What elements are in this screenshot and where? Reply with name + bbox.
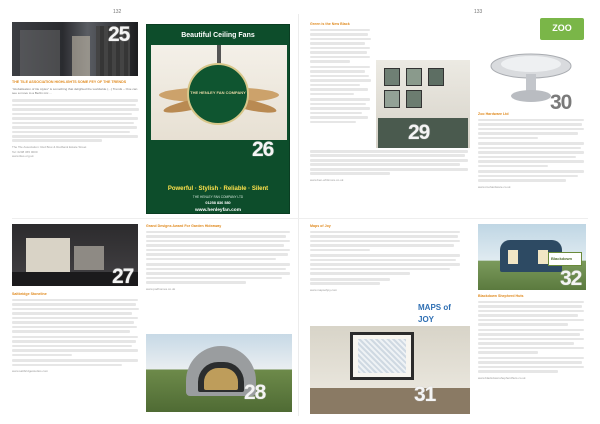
page-gutter — [298, 14, 299, 416]
maps-of-joy-logo: MAPS of JOY — [418, 303, 451, 324]
entry-32-title: Blackdown Shepherd Huts — [478, 294, 524, 298]
map-wall-photo — [310, 326, 470, 414]
entry-25-text — [12, 80, 140, 208]
entry-31-contact[interactable]: www.mapsofjoy.com — [310, 287, 338, 292]
entry-30-text — [478, 112, 586, 212]
entry-25-body-lines — [12, 99, 140, 142]
entry-number-28: 28 — [244, 381, 266, 404]
entry-number-30: 30 — [550, 91, 572, 114]
entry-32-text — [478, 294, 586, 414]
entry-27-title: Saltbridge Stoneline — [12, 292, 47, 296]
page-number-left: 132 — [113, 9, 122, 15]
entry-number-25: 25 — [108, 23, 130, 46]
entry-number-29: 29 — [408, 121, 430, 144]
ad-title: Beautiful Ceiling Fans — [181, 32, 255, 39]
entry-number-26: 26 — [252, 138, 274, 161]
ad-website[interactable]: www.henleyfan.com — [195, 208, 241, 213]
entry-25-phone: Tel: 0208 365 0000 — [12, 149, 38, 154]
ad-tagline: Powerful · Stylish · Reliable · Silent — [167, 186, 269, 192]
henley-logo-badge: THE HENLEY FAN COMPANY — [187, 63, 249, 125]
entry-28-title: Grand Designs Award For Garden Hideaway — [146, 224, 222, 228]
page-number-right: 133 — [474, 9, 483, 15]
entry-29-body-lines — [310, 29, 372, 124]
entry-29-contact[interactable]: www.ben-whitmore.co.uk — [310, 178, 344, 183]
ad-phone: 01258 836 580 — [205, 201, 231, 205]
entry-28-contact[interactable]: www.podhomes.co.uk — [146, 286, 176, 291]
entry-25-body: “Globalisation of tile styles” is something that delighted the worldwide (...) Trends – One can see a move to a Berlin mix ... — [12, 86, 138, 96]
entry-number-31: 31 — [414, 383, 436, 406]
blackdown-logo: Blackdown — [548, 252, 582, 266]
entry-32-contact[interactable]: www.blackdownshepherdhuts.co.uk — [478, 375, 526, 380]
garden-pod-photo — [146, 334, 292, 412]
entry-25-contact: The Tile Association: Red Bow & Redbank Estate Street — [12, 145, 87, 150]
entry-25-web[interactable]: www.tiles.org.uk — [12, 154, 34, 159]
entry-31-title: Maps of Joy — [310, 224, 331, 228]
entry-28-text — [146, 224, 292, 324]
entry-30-title: Zoo Hardware Ltd — [478, 112, 509, 116]
entry-25-title: THE TILE ASSOCIATION HIGHLIGHTS SOME FEY OF THE TRENDS — [12, 80, 127, 84]
entry-29-more — [310, 150, 470, 210]
henley-fan-advert[interactable] — [146, 24, 290, 214]
entry-30-contact[interactable]: www.zoohardware.co.uk — [478, 184, 511, 189]
entry-27-text — [12, 292, 140, 412]
ad-address: THE HENLEY FAN COMPANY LTD — [192, 195, 244, 199]
entry-29-title: Green is the New Black — [310, 22, 350, 26]
section-divider — [12, 218, 588, 219]
entry-number-32: 32 — [560, 267, 582, 290]
zoo-logo: ZOO — [540, 18, 584, 40]
entry-number-27: 27 — [112, 265, 134, 288]
entry-27-contact[interactable]: www.saltbridgestudios.com — [12, 369, 49, 374]
